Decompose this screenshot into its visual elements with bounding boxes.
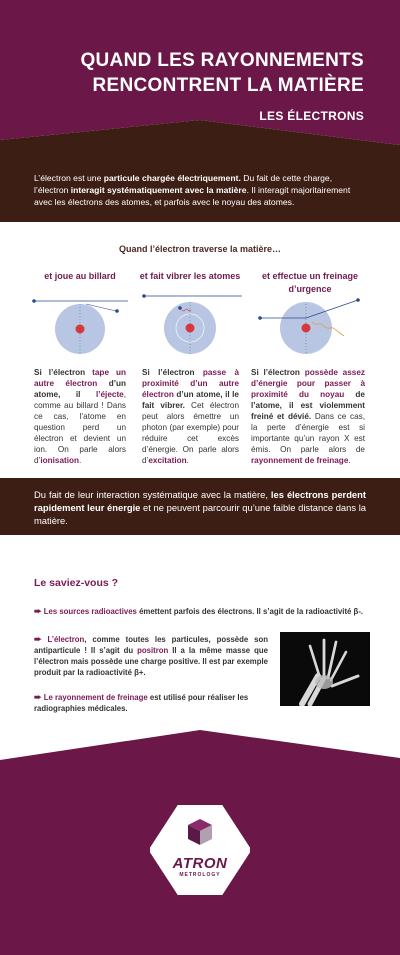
vibration-diagram	[138, 288, 246, 360]
logo-badge	[150, 805, 250, 895]
column-title-braking: et effectue un freinage d’urgence	[261, 271, 359, 294]
incoming-electron	[258, 316, 262, 320]
braking-description: Si l’électron possède assez d’énergie pour passer à proximité du noyau de l’atome, il est violemment freiné et dévié. Dans ce cas, la perte d’énergie est si importante qu’un rayon X est émis. On parle alors de rayonnement de freinage.	[251, 368, 365, 465]
page-subtitle: LES ÉLECTRONS	[259, 109, 364, 123]
company-logo	[150, 805, 250, 895]
section-heading: Quand l’électron traverse la matière…	[118, 244, 282, 254]
hand-xray-image	[280, 632, 370, 706]
column-title-vibration: et fait vibrer les atomes	[139, 271, 241, 281]
incoming-electron	[142, 294, 146, 298]
fact-sources-radioactives: ➨ Les sources radioactives émettent parfois des électrons. Il s’agit de la radioactivité β-.	[34, 606, 364, 616]
page-title-line2: RENCONTRENT LA MATIÈRE	[92, 75, 364, 96]
incoming-electron	[32, 299, 36, 303]
page-title-line1: QUAND LES RAYONNEMENTS	[80, 50, 364, 71]
fact-radiography: ➨ Le rayonnement de freinage est utilisé pour réaliser les radiographies médicales.	[34, 692, 249, 713]
logo-subtitle: METROLOGY	[179, 872, 221, 878]
column-title-billiard: et joue au billard	[44, 271, 116, 281]
arrow-icon: ➨	[34, 692, 42, 702]
did-you-know-heading: Le saviez-vous ?	[34, 577, 119, 589]
billiard-description: Si l’électron tape un autre électron d’un atome, il l’éjecte, comme au billard ! Dans ce cas, l’atome en question perd un électron et devient un ion. On parle alors d’ionisation.	[34, 368, 126, 465]
intro-paragraph: L’électron est une particule chargée électriquement. Du fait de cette charge, l’électron interagit systématiquement avec la matière. Il interagit majoritairement avec les électrons des atomes, et parfois avec le noyau des atomes.	[34, 173, 351, 207]
fact-positron: ➨ L’électron, comme toutes les particules, possède son antiparticule ! Il s’agit du positron Il a la même masse que l’électron mais possède une charge positive. Il est par exemple produit par la radioactivité β+.	[34, 634, 268, 677]
arrow-icon: ➨	[34, 606, 42, 616]
summary-text: Du fait de leur interaction systématique avec la matière, les électrons perdent rapidement leur énergie et ne peuvent parcourir qu’une faible distance dans la matière.	[34, 489, 366, 526]
deflected-electron	[356, 298, 360, 302]
arrow-icon: ➨	[34, 634, 42, 644]
vibrating-electron	[178, 306, 182, 310]
billiard-diagram	[28, 292, 132, 362]
nucleus	[186, 324, 195, 333]
logo-wordmark: ATRON	[172, 855, 228, 872]
ejected-electron	[115, 309, 119, 313]
braking-diagram	[254, 296, 372, 360]
vibration-description: Si l’électron passe à proximité d’un autre électron d’un atome, il le fait vibrer. Cet électron peut alors émettre un photon (par exemple) pour réduire cet excès d’énergie. On parle alors d’excitation.	[142, 368, 240, 465]
